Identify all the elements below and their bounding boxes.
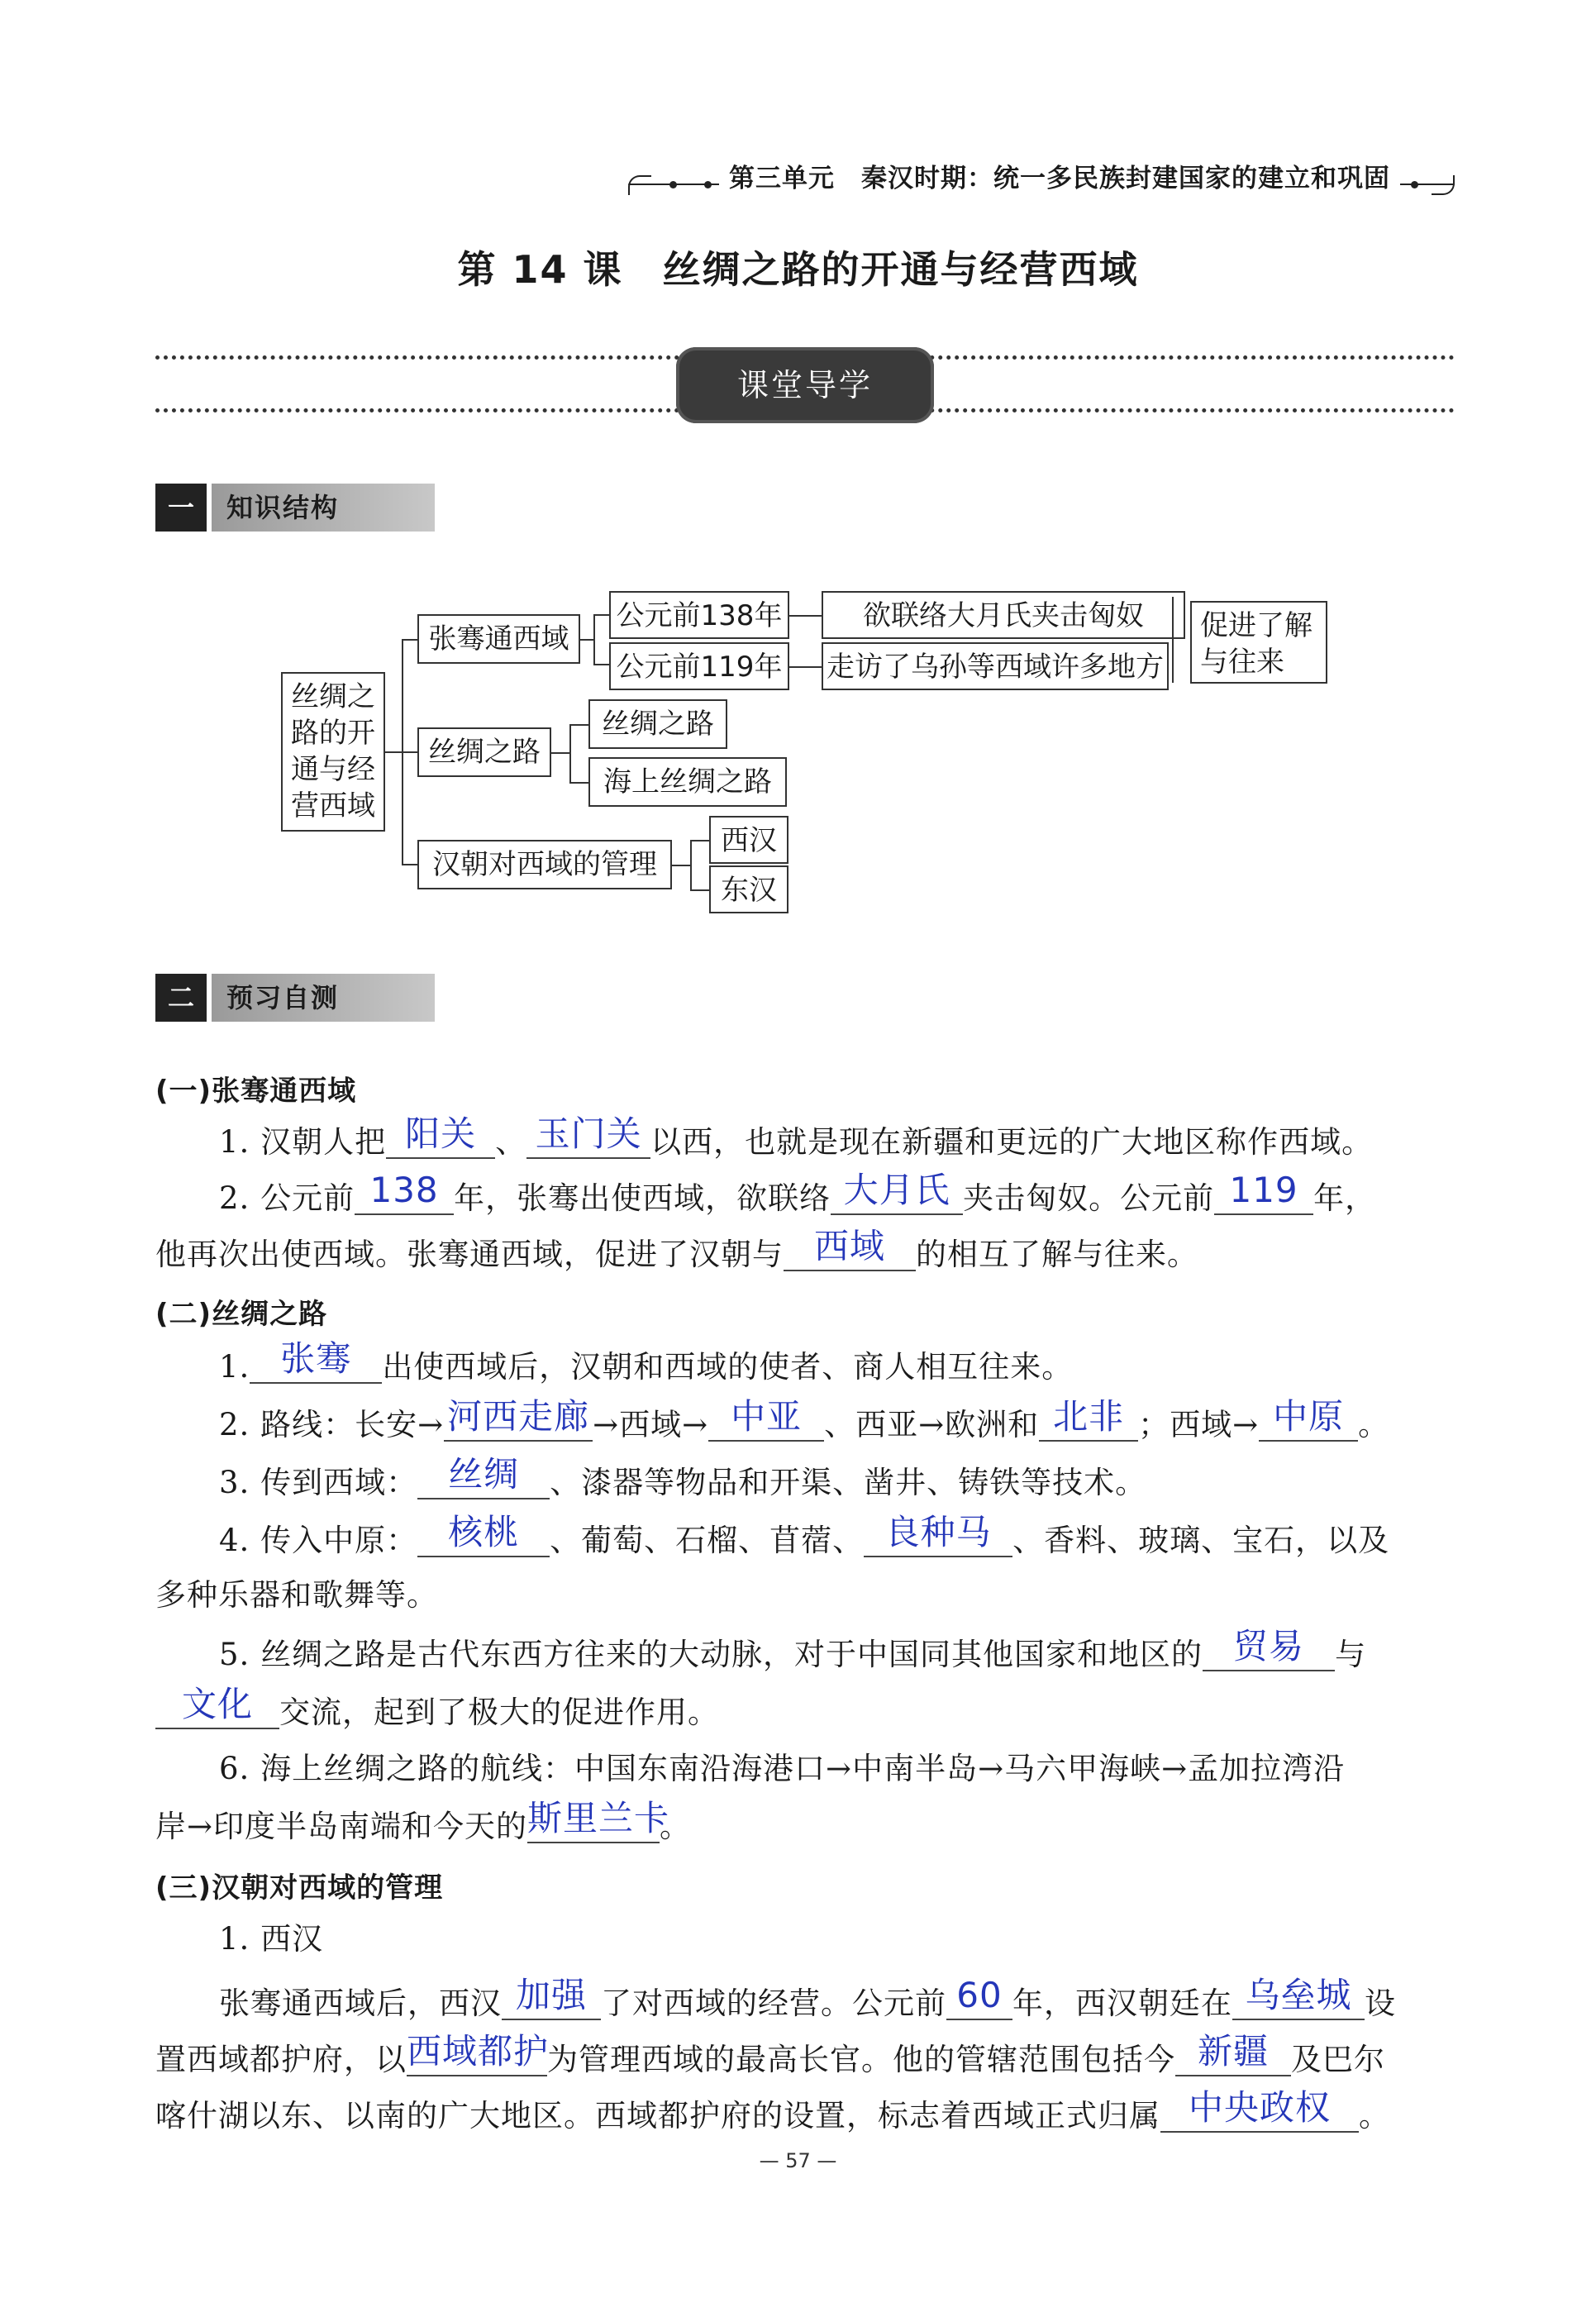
question-text: 的相互了解与往来。 [916, 1237, 1198, 1272]
question-text: 。 [660, 1809, 692, 1844]
connector [593, 614, 595, 664]
answer-blank[interactable] [355, 1170, 454, 1215]
guide-banner: 课堂导学 [676, 347, 934, 423]
answer-text: 60 [956, 1975, 1003, 2015]
header-rule-cap-right [1432, 175, 1455, 195]
answer-text: 中亚 [731, 1396, 803, 1437]
answer-text: 文化 [181, 1684, 253, 1724]
unit-header [628, 159, 1455, 193]
question-text: 夹击匈奴。公元前 [963, 1180, 1215, 1216]
question-text: 、香料、玻璃、宝石，以及 [1012, 1523, 1390, 1558]
diagram-eastern-han: 东汉 [709, 865, 788, 913]
diagram-detail-yuezhi: 欲联络大月氏夹击匈奴 [822, 591, 1185, 639]
page-number: — 57 — [759, 2149, 837, 2172]
connector [690, 840, 710, 841]
answer-text: 西域 [813, 1226, 885, 1266]
answer-blank[interactable] [386, 1113, 495, 1159]
answer-blank[interactable] [1203, 1626, 1335, 1671]
connector [593, 664, 610, 665]
diagram-result: 促进了解与往来 [1190, 601, 1327, 684]
question-text: 、葡萄、石榴、苜蓿、 [550, 1523, 865, 1558]
question-text: 2. 路线：长安→ [219, 1407, 445, 1442]
answer-blank[interactable] [527, 1798, 670, 1843]
question-text: 以西，也就是现在新疆和更远的广大地区称作西域。 [650, 1124, 1374, 1160]
question-text: 及巴尔 [1291, 2042, 1385, 2077]
answer-blank[interactable] [1232, 1975, 1365, 2020]
answer-blank[interactable] [946, 1975, 1012, 2020]
section-title: 知识结构 [212, 484, 435, 532]
question-text: ；西域→ [1138, 1407, 1260, 1442]
diagram-maritime-silkroad: 海上丝绸之路 [588, 757, 787, 807]
header-rule-cap-left [628, 175, 651, 195]
answer-blank[interactable] [155, 1684, 279, 1729]
connector [690, 840, 692, 889]
answer-text: 中央政权 [1188, 2087, 1331, 2128]
answer-blank[interactable] [784, 1226, 916, 1271]
unit-title: 第三单元 秦汉时期：统一多民族封建国家的建立和巩固 [719, 157, 1400, 194]
answer-text: 新疆 [1197, 2031, 1269, 2071]
answer-text: 北非 [1053, 1396, 1125, 1437]
question-text: 了对西域的经营。公元前 [601, 1986, 946, 2021]
answer-text: 阳关 [405, 1113, 477, 1154]
connector [551, 752, 571, 754]
question-text: 交流，起到了极大的促进作用。 [279, 1695, 719, 1730]
answer-text: 核桃 [448, 1512, 520, 1552]
question-2-4-cont: 多种乐器和歌舞等。 [155, 1577, 438, 1613]
question-text: 。 [1358, 1407, 1390, 1442]
diagram-branch-silkroad: 丝绸之路 [417, 727, 551, 777]
connector [789, 666, 822, 668]
answer-blank[interactable] [1039, 1396, 1138, 1442]
connector [690, 889, 710, 891]
question-1-1 [219, 1113, 1374, 1160]
subsection-heading: (二)丝绸之路 [155, 1298, 328, 1331]
question-text: 、 [495, 1124, 527, 1160]
answer-blank[interactable] [1175, 2031, 1291, 2076]
question-text: →西域→ [593, 1407, 709, 1442]
paragraph-3-1 [219, 1975, 1396, 2021]
subsection-item: 1. 西汉 [219, 1921, 324, 1957]
header-dot [1411, 181, 1418, 188]
diagram-year-138bc: 公元前138年 [609, 591, 789, 639]
connector [385, 751, 403, 753]
section-number: 一 [155, 484, 207, 532]
question-text: 与 [1335, 1637, 1367, 1672]
question-text: 为管理西域的最高长官。他的管辖范围包括今 [547, 2042, 1175, 2077]
diagram-branch-administration: 汉朝对西域的管理 [417, 840, 672, 889]
answer-blank[interactable] [1259, 1396, 1358, 1442]
connector-bracket [1172, 597, 1174, 683]
connector [672, 865, 692, 866]
answer-text: 良种马 [884, 1512, 992, 1552]
paragraph-3-2 [155, 2031, 1385, 2077]
question-text: 5. 丝绸之路是古代东西方往来的大动脉，对于中国同其他国家和地区的 [219, 1637, 1203, 1672]
answer-blank[interactable] [864, 1512, 1012, 1557]
answer-text: 贸易 [1233, 1626, 1305, 1666]
connector [402, 751, 418, 753]
question-text: 1. [219, 1349, 250, 1385]
answer-blank[interactable] [831, 1170, 963, 1215]
header-dot [669, 181, 677, 188]
question-text: 年， [1313, 1180, 1377, 1216]
question-1-2 [219, 1170, 1377, 1216]
subsection-heading: (一)张骞通西域 [155, 1075, 357, 1108]
question-text: 岸→印度半岛南端和今天的 [155, 1809, 528, 1844]
answer-text: 丝绸 [448, 1454, 520, 1495]
connector [593, 614, 610, 616]
question-text: 2. 公元前 [219, 1180, 355, 1216]
diagram-root: 丝绸之路的开通与经营西域 [281, 672, 385, 832]
question-text: 1. 汉朝人把 [219, 1124, 387, 1160]
diagram-branch-zhangqian: 张骞通西域 [417, 614, 580, 664]
diagram-year-119bc: 公元前119年 [609, 642, 789, 690]
question-text: 他再次出使西域。张骞通西域，促进了汉朝与 [155, 1237, 784, 1272]
answer-text: 玉门关 [535, 1113, 642, 1154]
diagram-land-silkroad: 丝绸之路 [588, 699, 727, 749]
connector [569, 724, 589, 726]
answer-blank[interactable] [444, 1396, 593, 1442]
answer-text: 斯里兰卡 [527, 1798, 670, 1838]
question-2-4 [219, 1512, 1390, 1558]
answer-blank[interactable] [1214, 1170, 1313, 1215]
header-dot [704, 181, 712, 188]
question-text: 设 [1365, 1986, 1396, 2021]
question-text: 、漆器等物品和开渠、凿井、铸铁等技术。 [550, 1465, 1147, 1500]
answer-blank[interactable] [502, 1975, 601, 2020]
question-1-2-cont [155, 1226, 1198, 1272]
answer-text: 119 [1229, 1170, 1298, 1210]
answer-blank[interactable] [526, 1113, 650, 1159]
answer-blank[interactable] [250, 1338, 382, 1384]
answer-blank[interactable] [407, 2031, 550, 2076]
connector [402, 864, 418, 865]
answer-blank[interactable] [1160, 2087, 1359, 2133]
question-2-2 [219, 1396, 1390, 1442]
question-2-1 [219, 1338, 1074, 1385]
connector [402, 639, 418, 641]
diagram-detail-wusun: 走访了乌孙等西域许多地方 [822, 642, 1169, 690]
question-text: 4. 传入中原： [219, 1523, 418, 1558]
answer-text: 张骞 [280, 1338, 352, 1379]
question-text: 出使西域后，汉朝和西域的使者、商人相互往来。 [382, 1349, 1074, 1385]
section-title: 预习自测 [212, 974, 435, 1022]
answer-text: 乌垒城 [1245, 1975, 1352, 2015]
answer-text: 138 [369, 1170, 439, 1210]
question-2-6: 6. 海上丝绸之路的航线：中国东南沿海港口→中南半岛→马六甲海峡→孟加拉湾沿 [219, 1751, 1346, 1786]
answer-blank[interactable] [417, 1454, 550, 1499]
paragraph-3-3 [155, 2087, 1390, 2133]
answer-text: 中原 [1273, 1396, 1345, 1437]
section-number: 二 [155, 974, 207, 1022]
question-2-6-cont [155, 1798, 692, 1844]
answer-text: 大月氏 [843, 1170, 950, 1210]
diagram-western-han: 西汉 [709, 816, 788, 864]
question-text: 喀什湖以东、以南的广大地区。西域都护府的设置，标志着西域正式归属 [155, 2098, 1160, 2133]
answer-blank[interactable] [417, 1512, 550, 1557]
answer-blank[interactable] [708, 1396, 824, 1442]
connector [569, 724, 571, 782]
answer-text: 西域都护 [407, 2031, 550, 2071]
question-text: 置西域都护府，以 [155, 2042, 407, 2077]
question-text: 张骞通西域后，西汉 [219, 1986, 502, 2021]
connector [569, 782, 589, 784]
question-text: 、西亚→欧洲和 [824, 1407, 1040, 1442]
question-text: 年，张骞出使西域，欲联络 [454, 1180, 831, 1216]
question-text: 3. 传到西域： [219, 1465, 418, 1500]
question-text: 。 [1359, 2098, 1390, 2133]
lesson-title: 第 14 课 丝绸之路的开通与经营西域 [457, 247, 1139, 292]
question-text: 年，西汉朝廷在 [1012, 1986, 1232, 2021]
connector [789, 615, 822, 617]
question-2-5-cont [155, 1684, 719, 1730]
question-2-5 [219, 1626, 1367, 1672]
answer-text: 河西走廊 [447, 1396, 590, 1437]
question-2-3 [219, 1454, 1147, 1500]
subsection-heading: (三)汉朝对西域的管理 [155, 1871, 444, 1905]
answer-text: 加强 [515, 1975, 587, 2015]
